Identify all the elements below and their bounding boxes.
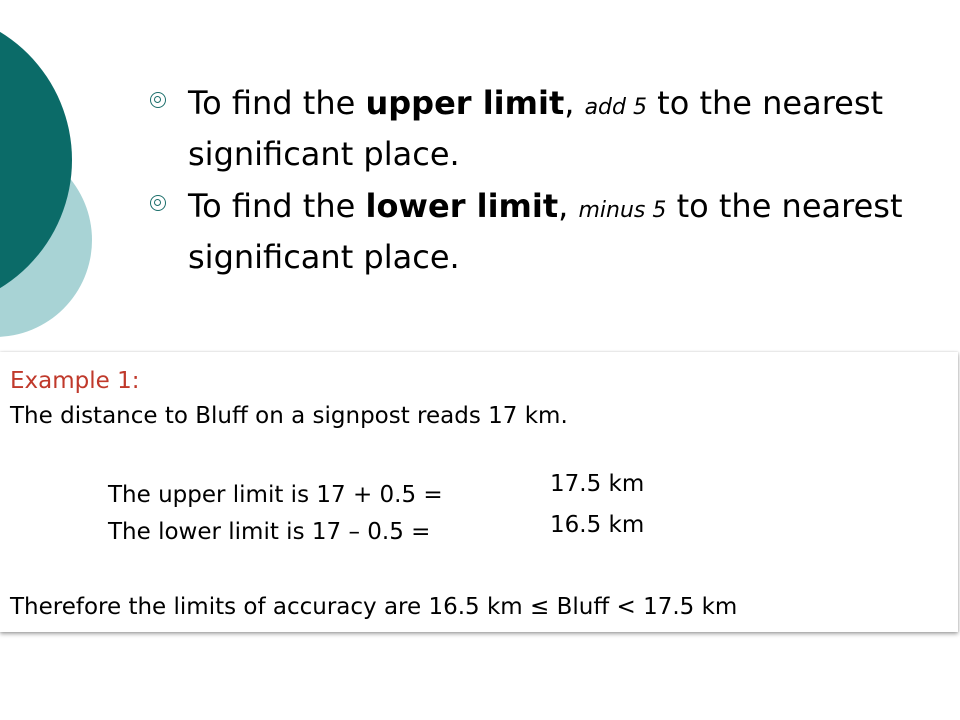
- bullet-emphasis: lower limit: [365, 187, 559, 225]
- decorative-circles: [0, 0, 110, 360]
- bullet-upper-limit: [150, 80, 930, 177]
- bullet-text-mid: ,: [558, 187, 579, 225]
- bullet-lower-limit: [150, 183, 930, 280]
- example-title: Example 1:: [10, 368, 140, 394]
- bullet-operation: minus 5: [578, 198, 667, 223]
- bullet-operation: add 5: [584, 95, 647, 120]
- example-conclusion: Therefore the limits of accuracy are 16.5 km ≤ Bluff < 17.5 km: [10, 594, 738, 620]
- circle-bullet-icon: [150, 92, 166, 108]
- example-intro: The distance to Bluff on a signpost reads 17 km.: [10, 403, 568, 429]
- bullet-text-post: to the nearest significant place.: [188, 84, 884, 173]
- bullet-text-post: to the nearest significant place.: [188, 187, 903, 276]
- example-box: [0, 352, 958, 632]
- upper-limit-answer: 17.5 km: [550, 471, 645, 497]
- bullet-list: [150, 80, 930, 286]
- lower-limit-answer: 16.5 km: [550, 512, 645, 538]
- bullet-emphasis: upper limit: [365, 84, 565, 122]
- upper-limit-text: The upper limit is 17 + 0.5 =: [108, 482, 443, 508]
- bullet-text-pre: To find the: [188, 187, 366, 225]
- bullet-text-mid: ,: [564, 84, 585, 122]
- lower-limit-text: The lower limit is 17 – 0.5 =: [108, 519, 431, 545]
- circle-bullet-icon: [150, 195, 166, 211]
- bullet-text-pre: To find the: [188, 84, 366, 122]
